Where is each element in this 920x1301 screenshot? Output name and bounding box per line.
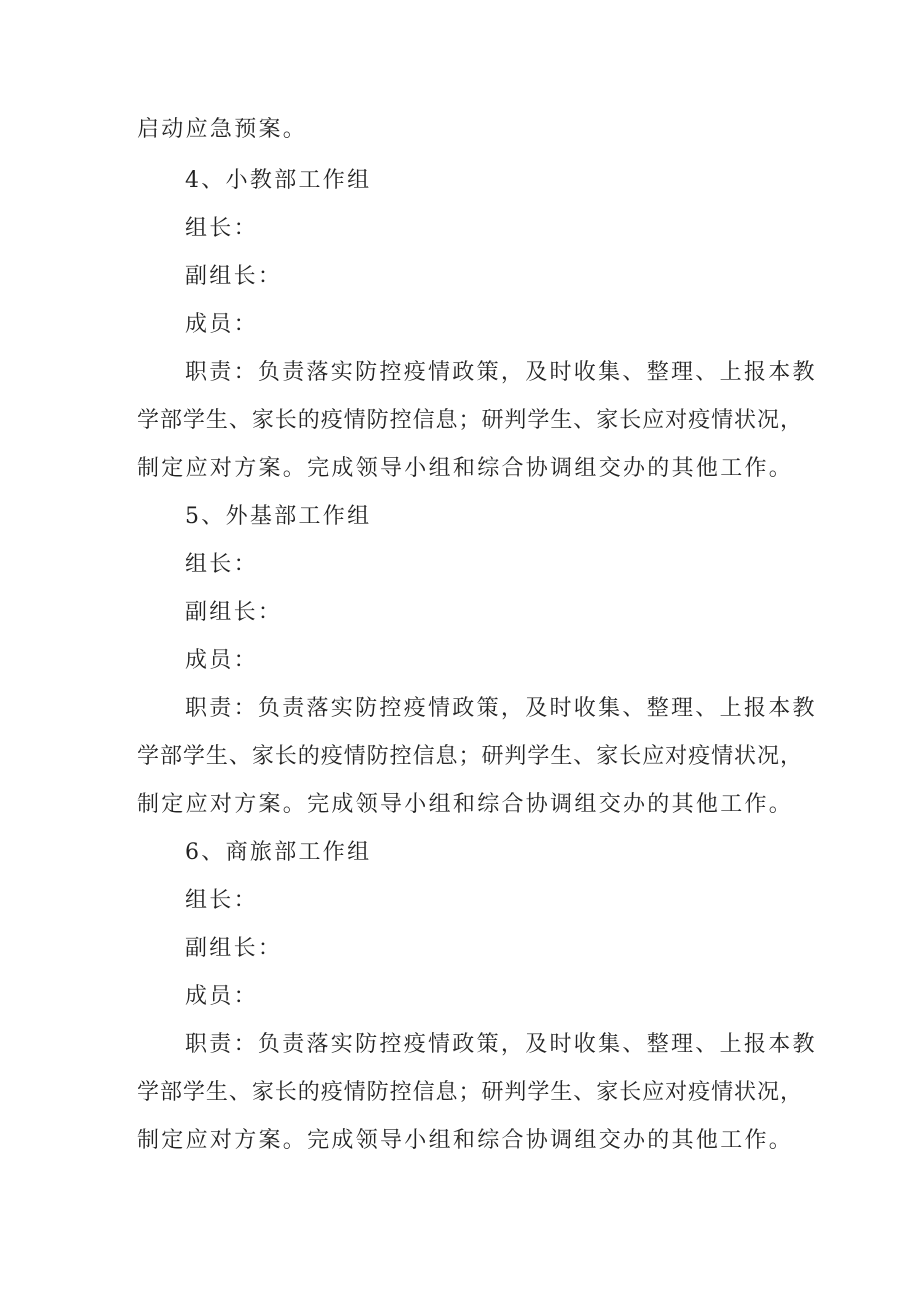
duties-paragraph-line: 制定应对方案。完成领导小组和综合协调组交办的其他工作。 xyxy=(137,456,794,481)
duties-paragraph-line: 学部学生、家长的疫情防控信息；研判学生、家长应对疫情状况， xyxy=(137,1080,802,1105)
group-leader-label: 组长： xyxy=(185,552,258,577)
group-leader-label: 组长： xyxy=(185,216,258,241)
members-label: 成员： xyxy=(185,312,258,337)
members-label: 成员： xyxy=(185,648,258,673)
section-heading-business-tourism: 6、商旅部工作组 xyxy=(185,840,372,865)
deputy-leader-label: 副组长： xyxy=(185,264,283,289)
deputy-leader-label: 副组长： xyxy=(185,936,283,961)
duties-paragraph-line: 职责：负责落实防控疫情政策，及时收集、整理、上报本教 xyxy=(185,696,817,721)
duties-paragraph-line: 学部学生、家长的疫情防控信息；研判学生、家长应对疫情状况， xyxy=(137,744,802,769)
duties-paragraph-line: 制定应对方案。完成领导小组和综合协调组交办的其他工作。 xyxy=(137,1128,794,1153)
duties-paragraph-line: 制定应对方案。完成领导小组和综合协调组交办的其他工作。 xyxy=(137,792,794,817)
section-heading-primary-education: 4、小教部工作组 xyxy=(185,168,372,193)
duties-paragraph-line: 学部学生、家长的疫情防控信息；研判学生、家长应对疫情状况， xyxy=(137,408,802,433)
text-line: 启动应急预案。 xyxy=(137,117,308,142)
deputy-leader-label: 副组长： xyxy=(185,600,283,625)
duties-paragraph-line: 职责：负责落实防控疫情政策，及时收集、整理、上报本教 xyxy=(185,1032,817,1057)
members-label: 成员： xyxy=(185,984,258,1009)
group-leader-label: 组长： xyxy=(185,888,258,913)
duties-paragraph-line: 职责：负责落实防控疫情政策，及时收集、整理、上报本教 xyxy=(185,360,817,385)
section-heading-foreign-basic: 5、外基部工作组 xyxy=(185,504,372,529)
